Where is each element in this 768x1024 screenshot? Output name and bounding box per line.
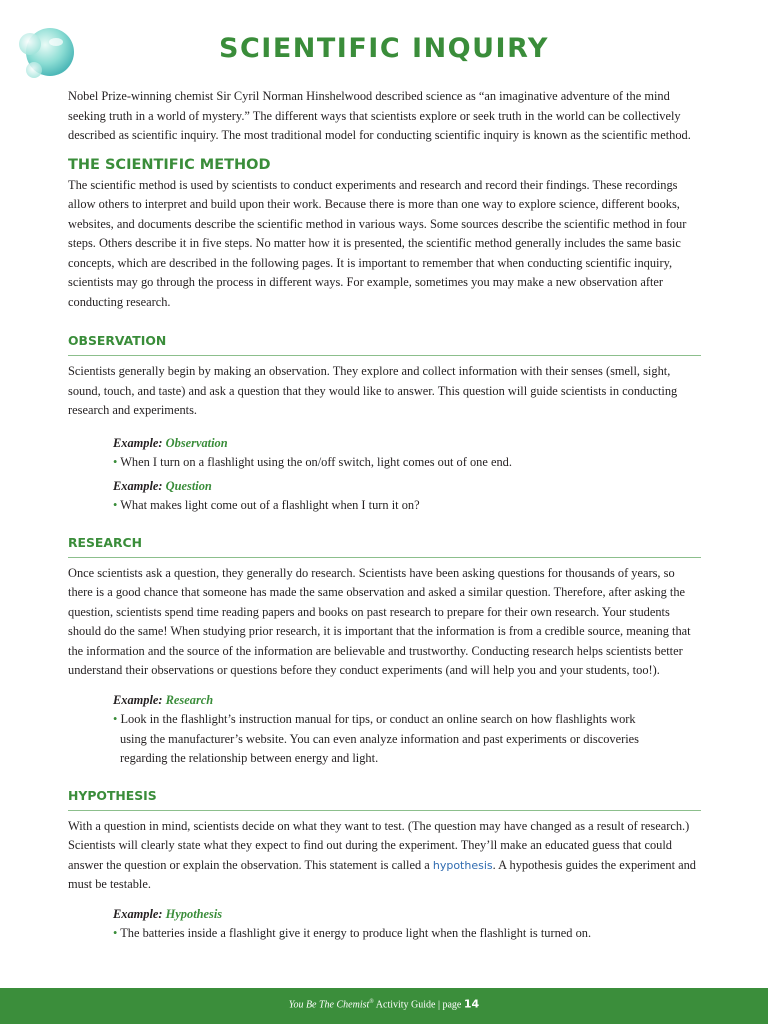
bullet-icon: •: [113, 712, 118, 726]
example-label: [113, 691, 701, 711]
observation-section: [68, 332, 701, 516]
hypothesis-text: . A hypothesis guides the experiment and must be testable.: [68, 857, 697, 891]
registered-mark: ®: [369, 999, 374, 1005]
research-example: [113, 691, 701, 769]
page-number: 14: [463, 997, 480, 1011]
example-label: [113, 905, 701, 925]
footer-guide: Activity Guide | page: [375, 999, 462, 1011]
bullet-icon: •: [113, 926, 118, 940]
research-heading: RESEARCH: [68, 534, 701, 558]
example-prefix: Example:: [113, 692, 163, 707]
observation-paragraph: Scientists generally begin by making an observation. They explore and collect information with their senses (smell, sight, sound, touch, and taste) and ask a question that they would like to answer. This question will guide scientists in conducting research and experiments.: [68, 364, 678, 417]
glossary-term[interactable]: hypothesis: [432, 858, 493, 872]
bullet-text: When I turn on a flashlight using the on/off switch, light comes out of one end.: [120, 455, 512, 469]
bullet-icon: •: [113, 455, 118, 469]
example-key: Research: [165, 692, 214, 707]
method-paragraph: The scientific method is used by scientists to conduct experiments and research and record their findings. These recordings allow others to interpret and build upon their work. Because there is more than one way to explore science, different books, websites, and documents describe the scientific method in various ways. Some sources describe the scientific method in four steps. Others describe it in five steps. No matter how it is presented, the scientific method generally includes the same basic concepts, which are described in the following pages. It is important to remember that when conducting scientific inquiry, scientists may go through the process in different ways. For example, sometimes you may make a new observation after conducting research.: [68, 177, 687, 309]
hypothesis-heading: HYPOTHESIS: [68, 787, 701, 811]
research-paragraph: Once scientists ask a question, they generally do research. Scientists have been asking questions for thousands of years, so there is a good chance that someone has made the same observation and asked a similar question. Therefore, after asking the question, scientists spend time reading papers and books on past research to prepare for their own research. Your students should do the same! When studying prior research, it is important that the information is from a credible source, meaning that the information and the source of the information are believable and trustworthy. Conducting research helps scientists better understand their observations or questions before they conduct experiments (and will help you and your students, too!).: [68, 565, 691, 677]
bullet-text: What makes light come out of a flashlight when I turn it on?: [120, 498, 420, 512]
example-key: Observation: [165, 435, 228, 450]
page-title: SCIENTIFIC INQUIRY: [219, 33, 549, 64]
bullet-text: The batteries inside a flashlight give it energy to produce light when the flashlight is turned on.: [120, 926, 592, 940]
research-section: [68, 534, 701, 769]
intro-paragraph: Nobel Prize-winning chemist Sir Cyril Norman Hinshelwood described science as “an imaginative adventure of the mind seeking truth in a world of mystery.” The different ways that scientists explore or seek truth in the world can be collectively described as scientific inquiry. The most traditional model for conducting scientific inquiry is known as the scientific method.: [68, 89, 691, 142]
main-content: [68, 87, 701, 944]
list-item: [113, 496, 701, 516]
observation-heading: OBSERVATION: [68, 332, 701, 356]
hypothesis-text: With a question in mind, scientists decide on what they want to test. (The question may have changed as a result of research.) Scientists will clearly state what they expect to find out during the experiment. They’ll make an educated guess that could answer the question or explain the observation. This statement is called a: [68, 818, 690, 872]
bullet-icon: •: [113, 498, 118, 512]
example-key: Question: [165, 478, 212, 493]
hypothesis-section: [68, 787, 701, 944]
page-footer: [0, 988, 768, 1024]
method-section: [68, 154, 701, 313]
bullet-text: Look in the flashlight’s instruction manual for tips, or conduct an online search on how flashlights work using the manufacturer’s website. You can even analyze information and past experiments or discoveries regarding the relationship between energy and light.: [120, 712, 639, 765]
example-prefix: Example:: [113, 906, 163, 921]
example-label: [113, 434, 701, 454]
hypothesis-paragraph: [68, 817, 701, 895]
example-prefix: Example:: [113, 478, 163, 493]
example-prefix: Example:: [113, 435, 163, 450]
footer-title: You Be The Chemist: [288, 999, 370, 1011]
example-label: [113, 477, 701, 497]
list-item: [113, 710, 650, 769]
observation-example: [113, 434, 701, 473]
method-heading: THE SCIENTIFIC METHOD: [68, 156, 271, 173]
hypothesis-example: [113, 905, 701, 944]
question-example: [113, 477, 701, 516]
example-key: Hypothesis: [165, 906, 223, 921]
list-item: [113, 924, 701, 944]
list-item: [113, 453, 701, 473]
